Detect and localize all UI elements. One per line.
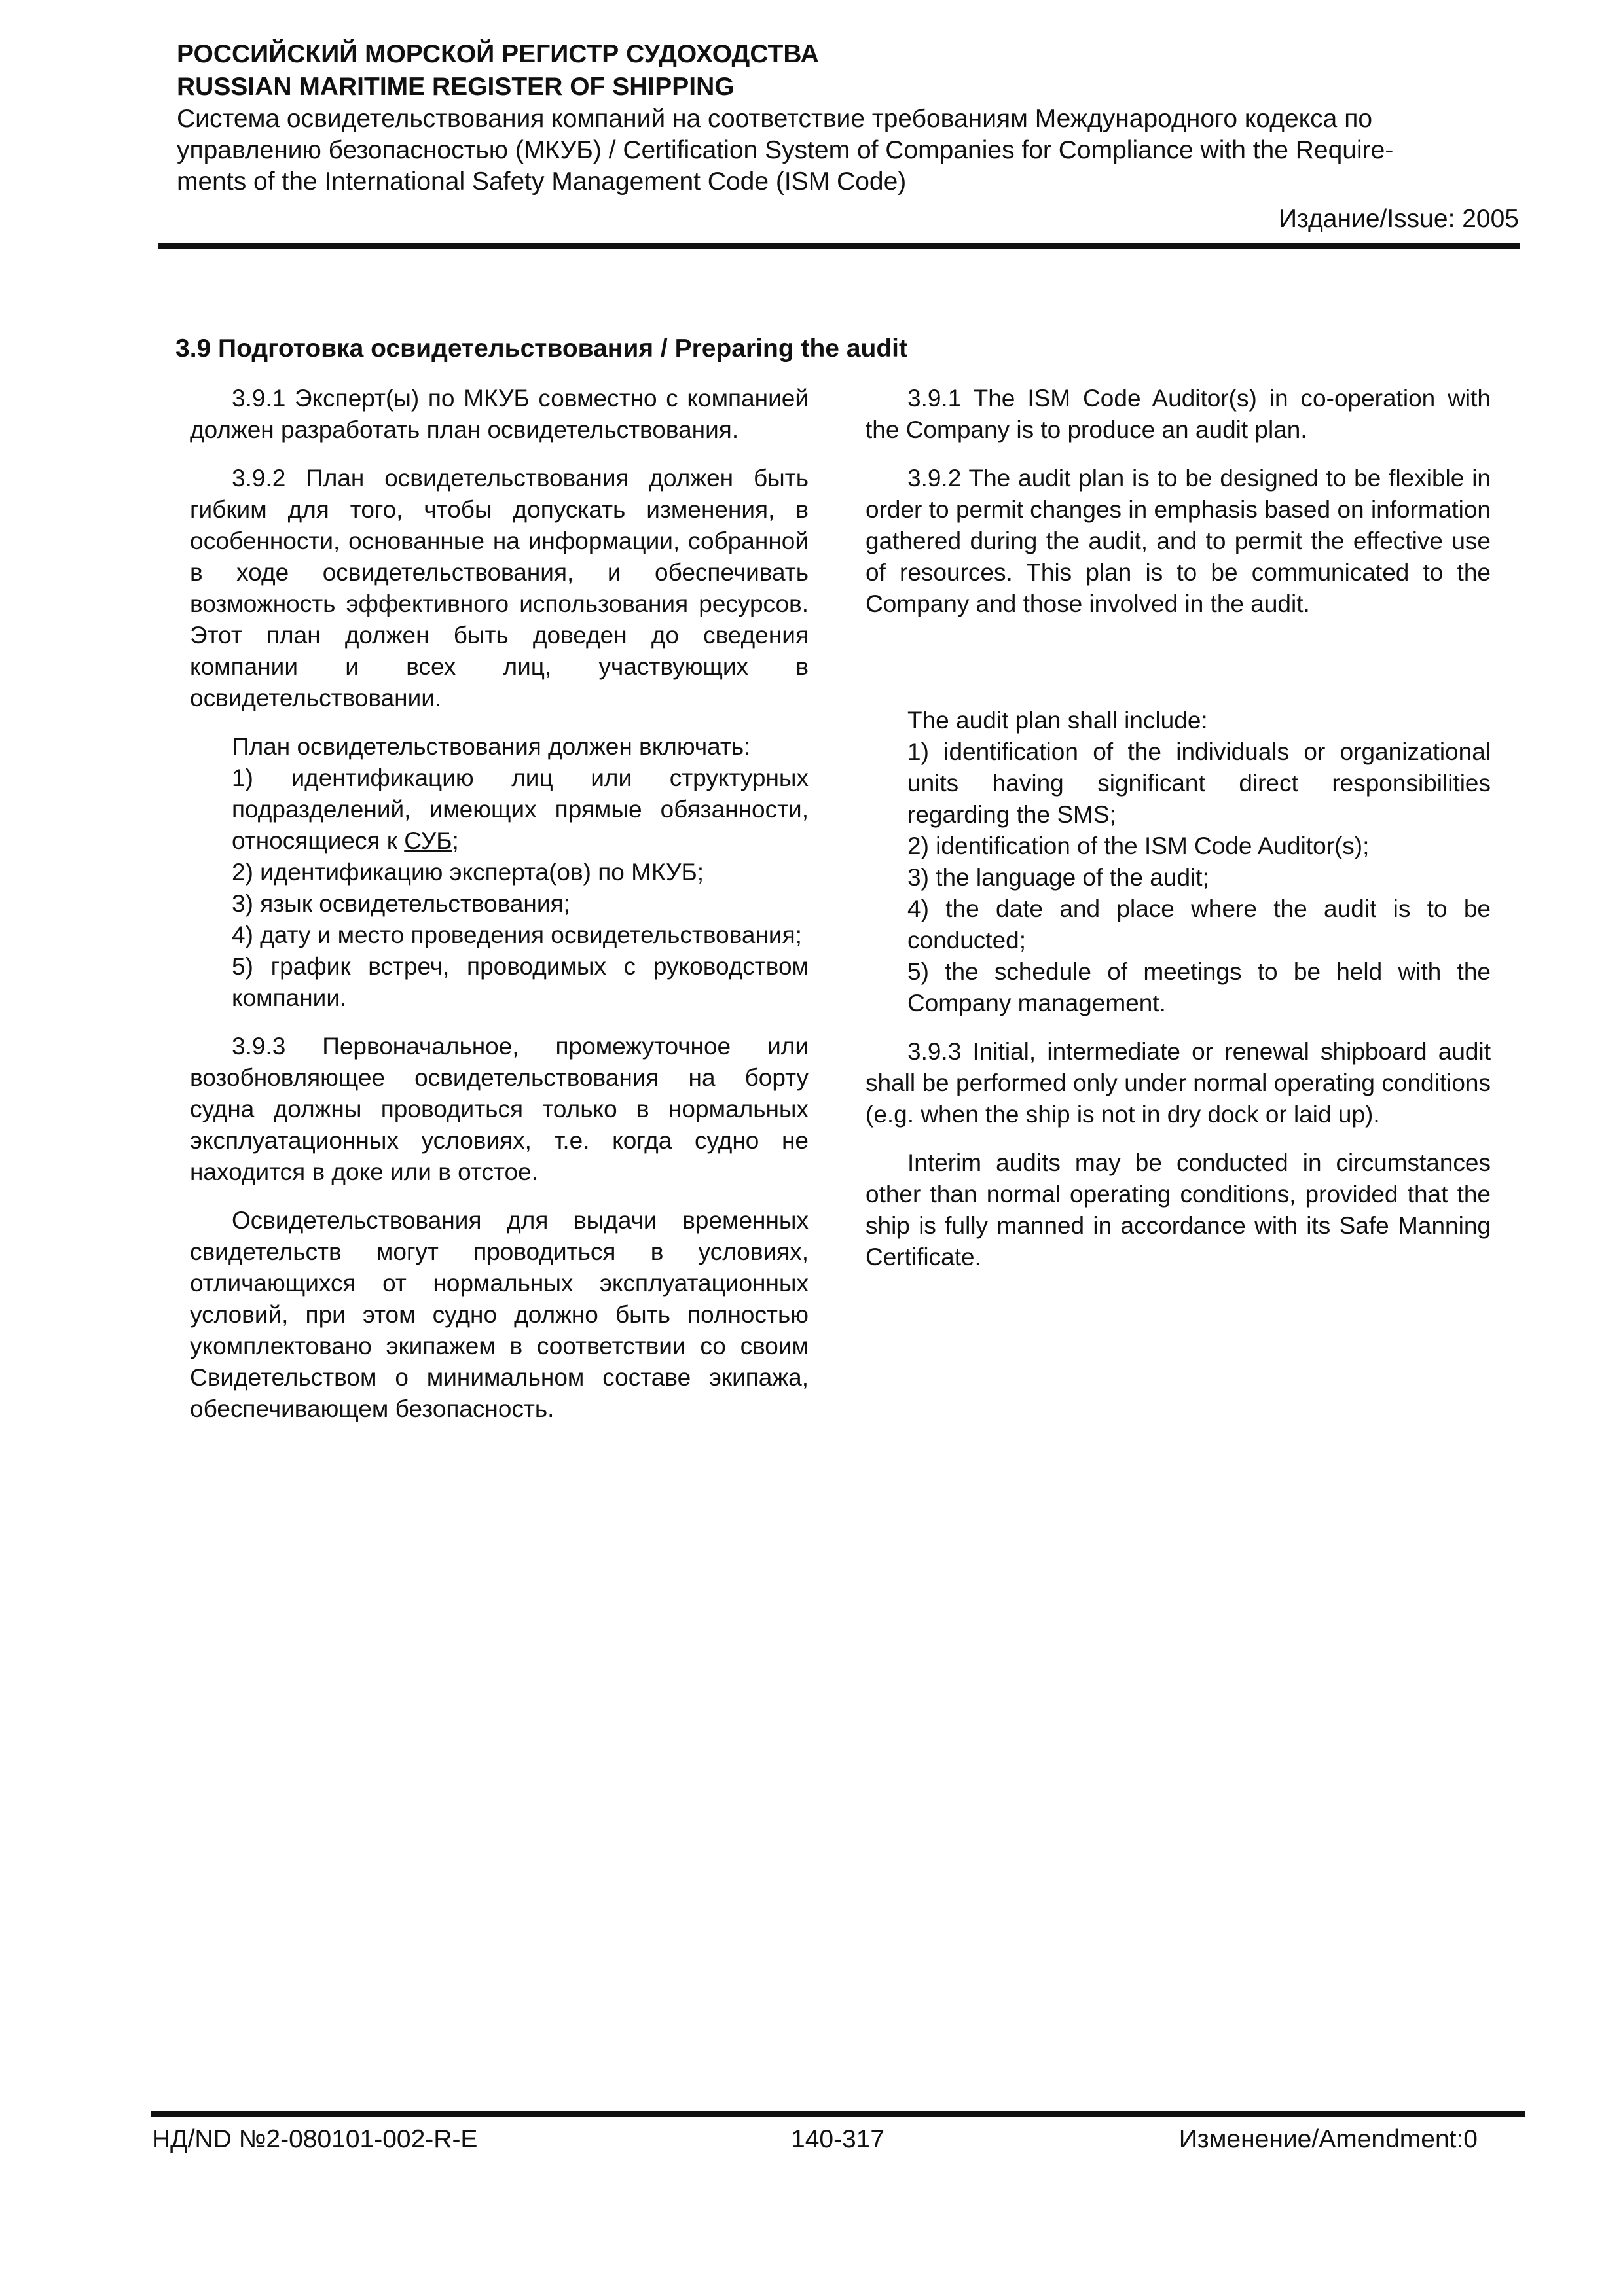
ru-plan-list [190,762,809,1014]
system-title-line-2: управлению безопасностью (МКУБ) / Certification System of Companies for Compliance with the Require- [177,136,1394,164]
page-header [177,38,1519,236]
ru-item-1-end: ; [452,827,459,854]
sms-abbreviation-link[interactable]: СУБ [404,827,452,854]
list-item: 4) the date and place where the audit is to be conducted; [907,895,1491,954]
section-title: 3.9 Подготовка освидетельствования / Preparing the audit [175,334,907,363]
header-divider [158,243,1520,249]
footer-divider [151,2111,1525,2117]
list-item: 2) идентификацию эксперта(ов) по МКУБ; [232,859,704,886]
ru-item-1-text: 1) идентификацию лиц или структурных подразделений, имеющих прямые обязанности, относящиеся к [232,764,809,854]
russian-column [190,383,809,1442]
ru-paragraph-3-9-3: 3.9.3 Первоначальное, промежуточное или возобновляющее освидетельствования на борту судна должны проводиться только в нормальных эксплуатационных условиях, т.е. когда судно не находится в доке или в отстое. [190,1033,809,1185]
en-plan-intro: The audit plan shall include: [907,707,1208,734]
org-name-ru: РОССИЙСКИЙ МОРСКОЙ РЕГИСТР СУДОХОДСТВА [177,40,819,68]
en-paragraph-interim: Interim audits may be conducted in circumstances other than normal operating conditions, provided that the ship is fully manned in accordance with its Safe Manning Certificate. [866,1149,1491,1270]
ru-paragraph-interim: Освидетельствования для выдачи временных свидетельств могут проводиться в условиях, отличающихся от нормальных эксплуатационных условий, при этом судно должно быть полностью укомплектовано экипажем в соответствии со своим Свидетельством о минимальном составе экипажа, обеспечивающем безопасность. [190,1207,809,1422]
ru-paragraph-3-9-2: 3.9.2 План освидетельствования должен быть гибким для того, чтобы допускать изменения, в особенности, основанные на информации, собранной в ходе освидетельствования, и обеспечивать возможность эффективного использования ресурсов. Этот план должен быть доведен до сведения компании и всех лиц, участвующих в освидетельствовании. [190,465,809,711]
list-item: 5) график встреч, проводимых с руководством компании. [232,953,809,1011]
footer-page-number: 140-317 [791,2125,885,2153]
list-item: 4) дату и место проведения освидетельствования; [232,922,802,948]
list-item: 5) the schedule of meetings to be held with the Company management. [907,958,1491,1016]
system-title-line-1: Система освидетельствования компаний на соответствие требованиям Международного кодекса по [177,105,1373,133]
list-item: 3) the language of the audit; [907,864,1209,891]
list-item: 3) язык освидетельствования; [232,890,570,917]
list-item: 1) identification of the individuals or organizational units having significant direct responsibilities regarding the SMS; [907,738,1491,828]
en-paragraph-3-9-2: 3.9.2 The audit plan is to be designed to be flexible in order to permit changes in emphasis based on information gathered during the audit, and to permit the effective use of resources. This plan is to be communicated to the Company and those involved in the audit. [866,465,1491,617]
system-title-line-3: ments of the International Safety Management Code (ISM Code) [177,168,907,196]
english-column [866,383,1491,1290]
en-paragraph-3-9-1: 3.9.1 The ISM Code Auditor(s) in co-operation with the Company is to produce an audit plan. [866,385,1491,443]
ru-plan-intro: План освидетельствования должен включать: [232,733,751,760]
list-item: 2) identification of the ISM Code Auditor(s); [907,833,1370,859]
en-plan-list [866,736,1491,1019]
org-name-en: RUSSIAN MARITIME REGISTER OF SHIPPING [177,73,735,101]
en-paragraph-3-9-3: 3.9.3 Initial, intermediate or renewal shipboard audit shall be performed only under normal operating conditions (e.g. when the ship is not in dry dock or laid up). [866,1038,1491,1128]
footer-doc-number: НД/ND №2-080101-002-R-E [152,2125,478,2153]
list-item [232,762,809,857]
issue-label: Издание/Issue: 2005 [1279,205,1519,233]
ru-paragraph-3-9-1: 3.9.1 Эксперт(ы) по МКУБ совместно с компанией должен разработать план освидетельствования. [190,385,809,443]
footer-amendment: Изменение/Amendment:0 [1178,2125,1478,2153]
